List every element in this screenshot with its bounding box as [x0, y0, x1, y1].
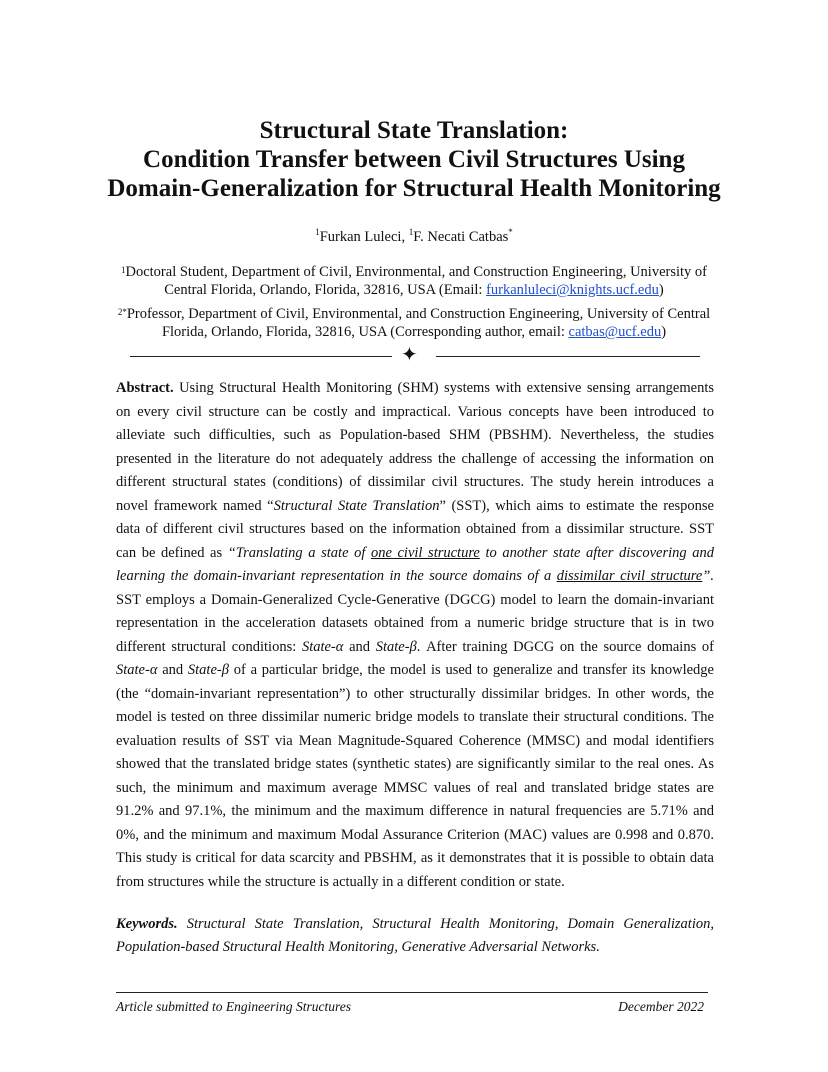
- framework-name: Structural State Translation: [273, 497, 440, 514]
- abstract-line: data of different civil structures based on the information obtained from a dissimilar structure. SST: [116, 521, 714, 537]
- affiliation-2-close: ): [661, 324, 667, 340]
- abstract-line: learning the domain-invariant representation in the source domains of a dissimilar civil structure”.: [116, 568, 714, 584]
- keywords-heading: Keywords.: [116, 916, 178, 932]
- affiliation-1-line-2: Central Florida, Orlando, Florida, 32816, USA (Email:: [164, 282, 487, 298]
- abstract-line: different structural states (conditions) of dissimilar civil structures. The study herein introduces a: [116, 474, 714, 490]
- abstract: [116, 377, 714, 894]
- abstract-line: model is tested on three dissimilar numeric bridge models to translate their structural conditions. The: [116, 709, 714, 725]
- affiliation-2-line-2: Florida, Orlando, Florida, 32816, USA (Corresponding author, email:: [161, 324, 569, 340]
- title-line-3: Domain-Generalization for Structural Health Monitoring: [107, 175, 721, 202]
- abstract-line: SST employs a Domain-Generalized Cycle-Generative (DGCG) model to learn the domain-invariant: [116, 591, 714, 608]
- abstract-heading: Abstract.: [116, 380, 174, 396]
- underlined-phrase: dissimilar civil structure: [556, 568, 703, 584]
- abstract-line: Abstract. Using Structural Health Monitoring (SHM) systems with extensive sensing arrangements: [116, 380, 714, 396]
- abstract-line: showed that the translated bridge states (synthetic states) are significantly similar to the real ones. As: [116, 756, 714, 772]
- abstract-line: This study is critical for data scarcity and PBSHM, as it demonstrates that it is possible to obtain data: [116, 850, 714, 866]
- abstract-line: such, the minimum and maximum average MMSC values of real and translated bridge states are: [116, 779, 714, 796]
- footer-date: December 2022: [618, 999, 704, 1014]
- keywords-line: Population-based Structural Health Monitoring, Generative Adversarial Networks.: [116, 939, 600, 955]
- footer-journal: Article submitted to Engineering Structures: [116, 999, 351, 1014]
- paper-title: [0, 116, 828, 203]
- abstract-line: evaluation results of SST via Mean Magnitude-Squared Coherence (MMSC) and modal identifiers: [116, 732, 714, 749]
- abstract-line: State-α and State-β of a particular bridge, the model is used to generalize and transfer its knowledge: [116, 662, 714, 678]
- title-line-2: Condition Transfer between Civil Structures Using: [143, 146, 685, 173]
- author-list: [0, 229, 828, 246]
- affiliation-2-superscript: 2*: [117, 307, 127, 317]
- affiliation-1-close: ): [658, 282, 664, 298]
- affiliation-1: [104, 263, 724, 299]
- email-link-2[interactable]: catbas@ucf.edu: [568, 324, 662, 340]
- abstract-line: on every civil structure can be costly and impractical. Various concepts have been introduced to: [116, 403, 714, 420]
- affiliation-1-superscript: 1: [121, 265, 126, 275]
- affiliation-1-line-1: Doctoral Student, Department of Civil, Environmental, and Construction Engineering, University of: [125, 264, 707, 280]
- title-line-1: Structural State Translation:: [259, 117, 569, 144]
- abstract-line: different structural conditions: State-α and State-β. After training DGCG on the source domains of: [116, 638, 714, 655]
- underlined-phrase: one civil structure: [370, 544, 480, 561]
- affiliation-2: [104, 305, 724, 341]
- keywords: [116, 913, 714, 959]
- affiliation-2-line-1: Professor, Department of Civil, Environmental, and Construction Engineering, University of Central: [126, 306, 711, 322]
- abstract-line: from structures while the structure is actually in a different condition or state.: [116, 873, 565, 890]
- separator-line-right: [436, 356, 700, 357]
- corresponding-author-mark: *: [508, 227, 513, 237]
- author-2-name: F. Necati Catbas: [413, 229, 509, 245]
- abstract-line: can be defined as “Translating a state of one civil structure to another state after discovering and: [116, 544, 714, 561]
- author-1-name: Furkan Luleci,: [319, 229, 409, 245]
- keywords-line: Keywords. Structural State Translation, Structural Health Monitoring, Domain Generalization,: [116, 916, 714, 932]
- separator-line-left: [130, 356, 392, 357]
- section-separator: [130, 342, 700, 366]
- footer-rule: [116, 992, 708, 993]
- email-link-1[interactable]: furkanluleci@knights.ucf.edu: [486, 282, 659, 298]
- abstract-line: novel framework named “Structural State Translation” (SST), which aims to estimate the response: [116, 497, 714, 514]
- author-1-superscript: 1: [315, 227, 320, 237]
- abstract-line: alleviate such difficulties, such as Population-based SHM (PBSHM). Nevertheless, the studies: [116, 427, 714, 443]
- abstract-line: presented in the literature do not adequately address the challenge of accessing the information on: [116, 450, 714, 467]
- abstract-line: (the “domain-invariant representation”) to other structurally dissimilar bridges. In other words, the: [116, 685, 714, 702]
- abstract-line: 0%, and the minimum and maximum Modal Assurance Criterion (MAC) values are 0.998 and 0.870.: [116, 826, 714, 843]
- abstract-line: representation in the acceleration datasets obtained from a numeric bridge structure that is in two: [116, 615, 714, 631]
- star-ornament-icon: ✦: [401, 342, 418, 366]
- abstract-line: 91.2% and 97.1%, the minimum and the maximum difference in natural frequencies are 5.71% and: [116, 803, 714, 819]
- author-2-superscript: 1: [408, 227, 414, 237]
